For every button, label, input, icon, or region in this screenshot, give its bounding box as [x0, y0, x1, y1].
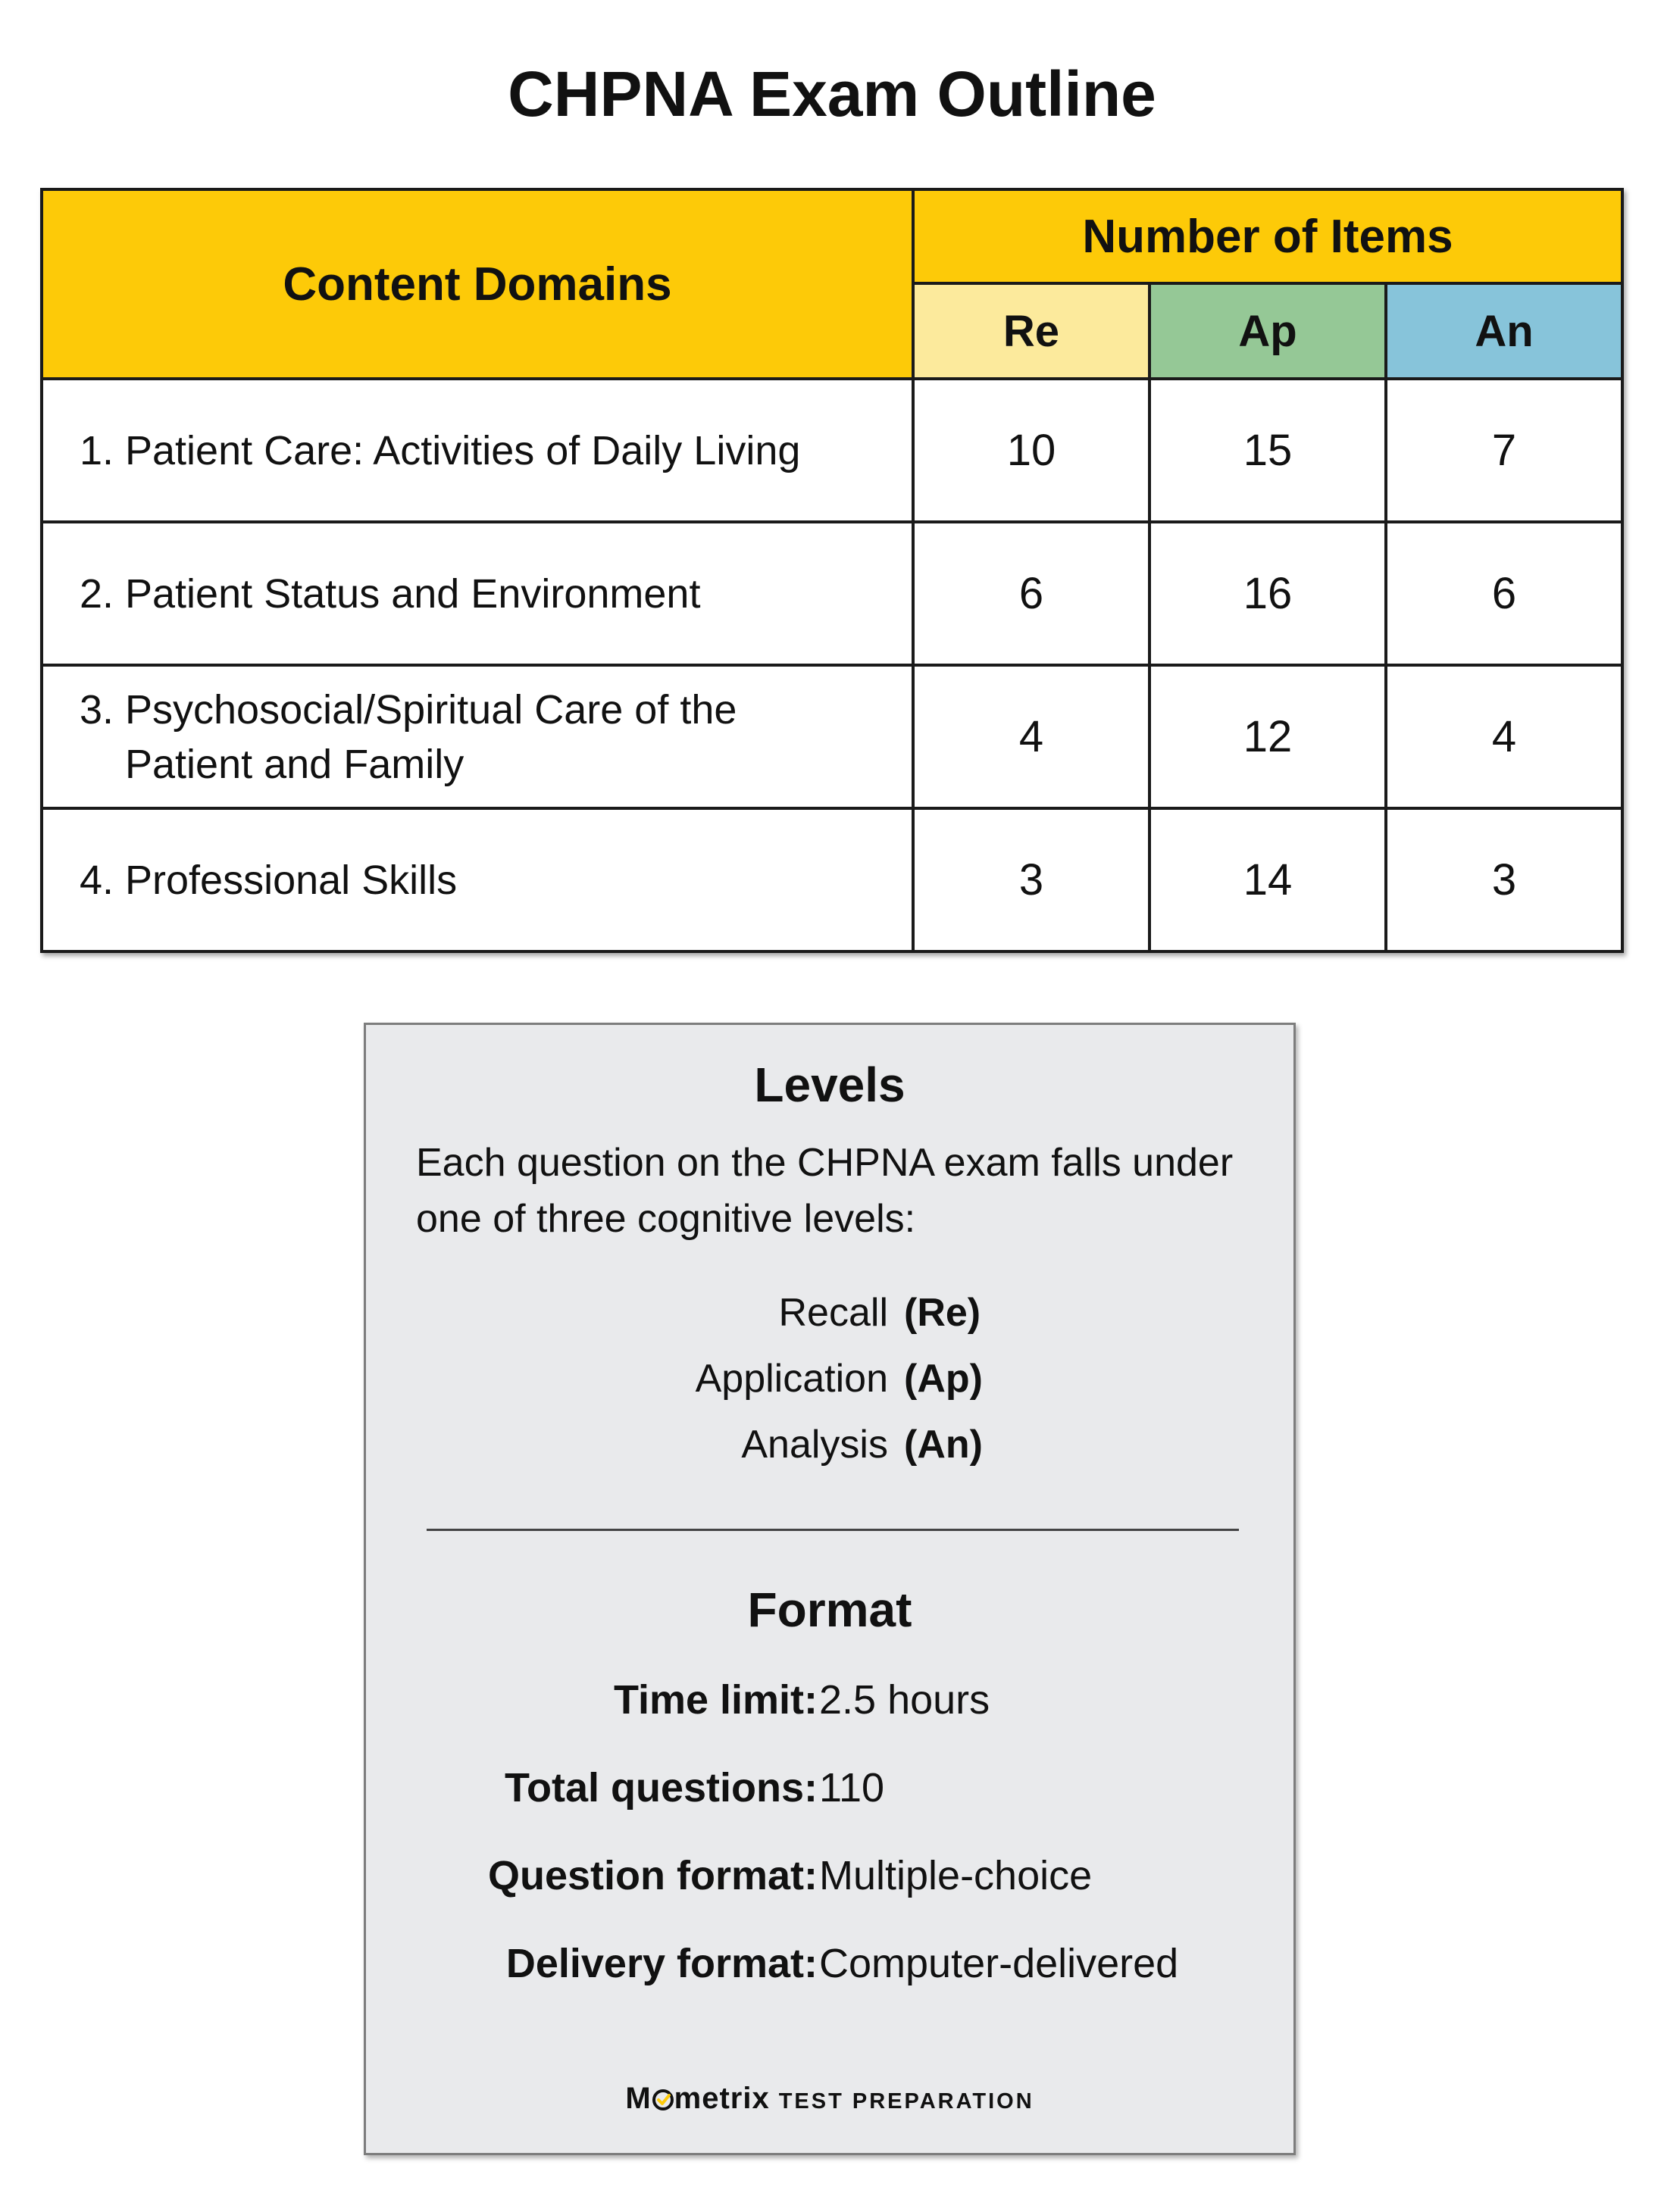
- an-count: 4: [1386, 665, 1622, 808]
- level-item: [366, 1356, 1293, 1422]
- table-row: [42, 808, 1622, 951]
- level-header-an: An: [1386, 283, 1622, 379]
- format-value: Multiple-choice: [819, 1853, 1093, 1898]
- ap-count: 14: [1149, 808, 1386, 951]
- domain-label: Patient Status and Environment: [125, 570, 701, 617]
- level-item: [366, 1422, 1293, 1488]
- level-name: Analysis: [741, 1423, 888, 1467]
- format-value: 2.5 hours: [819, 1677, 990, 1723]
- level-header-re: Re: [913, 283, 1149, 379]
- exam-outline-table: [40, 188, 1624, 953]
- level-header-ap: Ap: [1149, 283, 1386, 379]
- domain-cell: [42, 379, 913, 522]
- info-box: [364, 1023, 1296, 2155]
- format-value: 110: [819, 1765, 885, 1811]
- number-of-items-header: Number of Items: [913, 189, 1622, 283]
- format-item: [366, 1940, 1293, 2028]
- level-item: [366, 1290, 1293, 1356]
- level-name: Recall: [778, 1291, 888, 1335]
- level-name: Application: [695, 1357, 888, 1401]
- logo-brand: [625, 2082, 769, 2115]
- re-count: 4: [913, 665, 1149, 808]
- domain-cell: [42, 808, 913, 951]
- logo-tagline: TEST PREPARATION: [778, 2089, 1034, 2114]
- table-row: [42, 522, 1622, 665]
- levels-intro: Each question on the CHPNA exam falls under one of three cognitive levels:: [416, 1141, 1234, 1241]
- domain-cell: [42, 522, 913, 665]
- re-count: 3: [913, 808, 1149, 951]
- ap-count: 12: [1149, 665, 1386, 808]
- table-row: [42, 379, 1622, 522]
- an-count: 7: [1386, 379, 1622, 522]
- page-title: CHPNA Exam Outline: [508, 58, 1156, 130]
- content-domains-header: Content Domains: [42, 189, 913, 379]
- format-list: [366, 1676, 1293, 2028]
- domain-number: 1.: [80, 427, 114, 473]
- re-count: 6: [913, 522, 1149, 665]
- domain-label: Psychosocial/Spiritual Care of the: [125, 686, 737, 733]
- domain-label-continued: Patient and Family: [125, 741, 464, 787]
- format-item: [366, 1852, 1293, 1940]
- logo-brand-rest: metrix: [674, 2082, 770, 2115]
- levels-heading: Levels: [754, 1058, 906, 1112]
- an-count: 3: [1386, 808, 1622, 951]
- level-abbr: (An): [904, 1423, 983, 1467]
- format-item: [366, 1676, 1293, 1764]
- table-header-row: [42, 189, 1622, 283]
- domain-number: 2.: [80, 570, 114, 617]
- domain-number: 4.: [80, 857, 114, 903]
- domain-label: Patient Care: Activities of Daily Living: [125, 427, 801, 473]
- section-divider: [427, 1529, 1239, 1531]
- format-label: Question format:: [487, 1853, 818, 1898]
- format-item: [366, 1764, 1293, 1852]
- domain-cell: [42, 665, 913, 808]
- domain-label: Professional Skills: [125, 857, 458, 903]
- domain-number: 3.: [80, 686, 114, 733]
- format-label: Time limit:: [613, 1677, 818, 1723]
- ap-count: 15: [1149, 379, 1386, 522]
- logo-brand-first: M: [625, 2082, 652, 2115]
- level-abbr: (Re): [904, 1291, 981, 1335]
- format-heading: Format: [747, 1582, 912, 1637]
- mometrix-logo: [366, 2082, 1293, 2116]
- table-row: [42, 665, 1622, 808]
- format-value: Computer-delivered: [819, 1941, 1179, 1986]
- ap-count: 16: [1149, 522, 1386, 665]
- levels-list: [366, 1290, 1293, 1488]
- an-count: 6: [1386, 522, 1622, 665]
- format-label: Total questions:: [505, 1765, 818, 1811]
- checkmark-o-icon: [652, 2089, 674, 2111]
- level-abbr: (Ap): [904, 1357, 983, 1401]
- re-count: 10: [913, 379, 1149, 522]
- format-label: Delivery format:: [505, 1941, 818, 1986]
